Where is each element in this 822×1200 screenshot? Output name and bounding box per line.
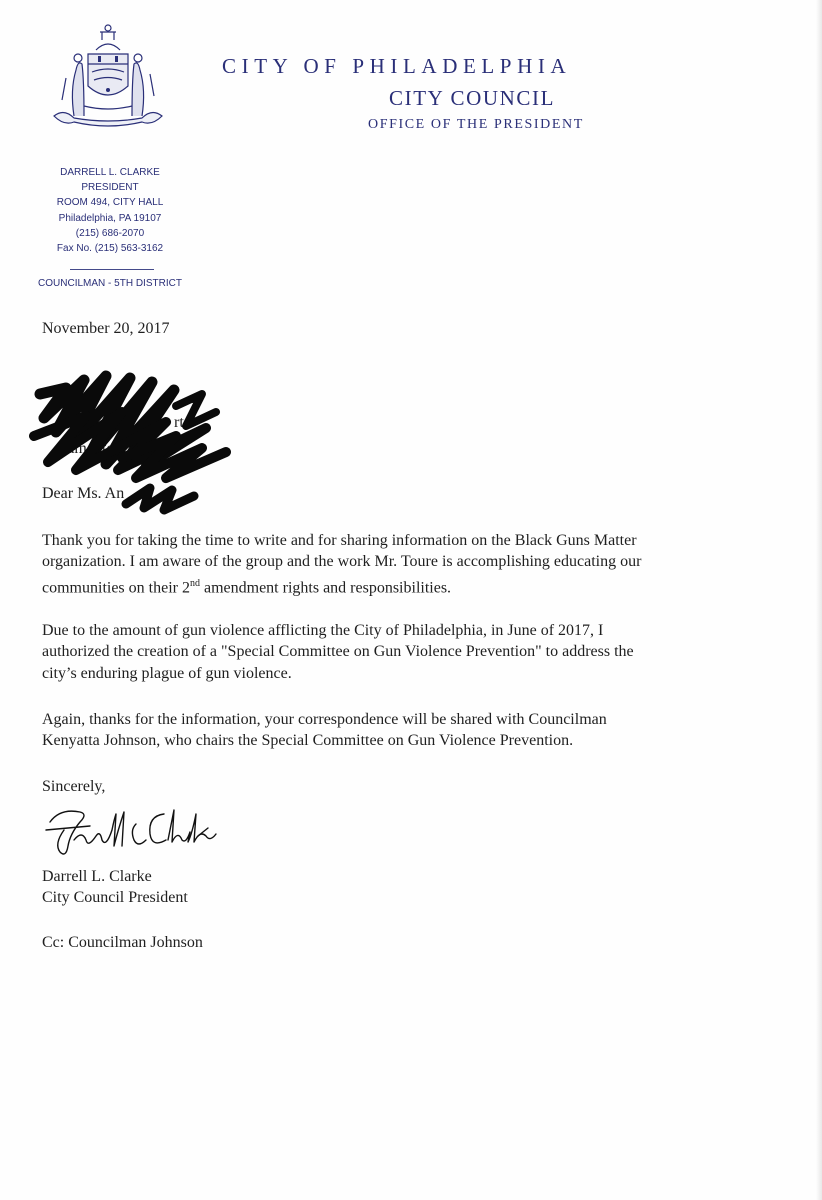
address-fragment: M (70, 390, 85, 407)
paragraph-line: Thank you for taking the time to write and for sharing information on the Black Guns Matter (42, 532, 637, 549)
sender-divider (70, 269, 154, 270)
paragraph-line: Kenyatta Johnson, who chairs the Special Committee on Gun Violence Prevention. (42, 732, 574, 750)
closing: Sincerely, (42, 778, 106, 795)
address-fragment: rt (174, 414, 184, 431)
paragraph-text: communities on their 2 (42, 578, 190, 596)
paragraph-line: Again, thanks for the information, your correspondence will be shared with Councilman (42, 711, 607, 728)
city-seal-icon (44, 20, 172, 130)
address-fragment: ramento (62, 440, 115, 457)
letter-date: November 20, 2017 (42, 320, 170, 337)
superscript: nd (189, 577, 200, 589)
signer-title: City Council President (42, 889, 188, 907)
paragraph-line (42, 573, 641, 599)
sender-line: ROOM 494, CITY HALL (56, 197, 164, 209)
sender-line: (215) 686-2070 (75, 227, 145, 239)
paragraph-text: amendment rights and responsibilities. (199, 578, 452, 596)
paragraph-1 (42, 530, 641, 598)
letterhead-office: OFFICE OF THE PRESIDENT (368, 117, 584, 132)
address-fragment: n (190, 390, 198, 407)
handwritten-signature-icon (40, 800, 230, 862)
signer-name: Darrell L. Clarke (42, 868, 152, 885)
page-edge (816, 0, 822, 1200)
sender-line: DARRELL L. CLARKE (60, 167, 160, 178)
sender-line: Philadelphia, PA 19107 (58, 212, 162, 224)
cc-line: Cc: Councilman Johnson (42, 934, 203, 951)
address-fragment: o (194, 440, 202, 457)
sender-district: COUNCILMAN - 5TH DISTRICT (38, 278, 182, 289)
paragraph-line: organization. I am aware of the group and the work Mr. Toure is accomplishing educating our (42, 553, 642, 571)
paragraph-2 (42, 620, 634, 684)
letterhead-city: CITY OF PHILADELPHIA (222, 54, 572, 78)
paragraph-line: authorized the creation of a "Special Committee on Gun Violence Prevention" to address the (42, 643, 634, 661)
sender-line: Fax No. (215) 563-3162 (56, 243, 164, 255)
sender-block (30, 165, 190, 256)
salutation: Dear Ms. An (42, 485, 125, 502)
paragraph-3 (42, 709, 607, 752)
paragraph-line: city’s enduring plague of gun violence. (42, 664, 292, 682)
redaction-scribble-icon (26, 366, 236, 516)
letterhead-council: CITY COUNCIL (389, 86, 555, 110)
signature-block (42, 866, 188, 909)
sender-line: PRESIDENT (81, 182, 139, 194)
paragraph-line: Due to the amount of gun violence afflicting the City of Philadelphia, in June of 2017, I (42, 622, 604, 639)
